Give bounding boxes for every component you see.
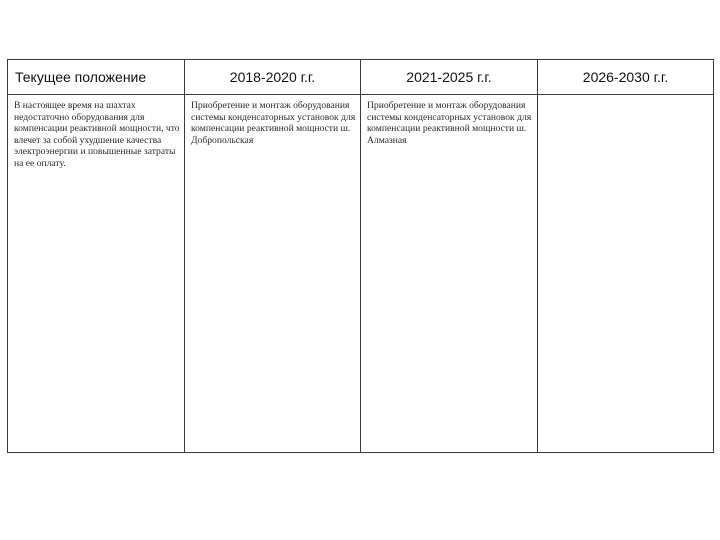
header-row <box>8 60 714 95</box>
content-row <box>8 95 714 453</box>
cell-period-2018-2020: Приобретение и монтаж оборудования системы конденсаторных установок для компенсации реактивной мощности ш. Добропольская <box>185 95 361 453</box>
header-period-2021-2025: 2021-2025 г.г. <box>361 60 538 95</box>
header-period-2018-2020: 2018-2020 г.г. <box>185 60 361 95</box>
header-period-2026-2030: 2026-2030 г.г. <box>538 60 714 95</box>
cell-period-2021-2025: Приобретение и монтаж оборудования системы конденсаторных установок для компенсации реактивной мощности ш. Алмазная <box>361 95 538 453</box>
plan-table <box>7 59 714 453</box>
cell-period-2026-2030 <box>538 95 714 453</box>
cell-current-status: В настоящее время на шахтах недостаточно оборудования для компенсации реактивной мощности, что влечет за собой ухудшение качества электроэнергии и повышенные затраты на ее оплату. <box>8 95 185 453</box>
header-current-status: Текущее положение <box>8 60 185 95</box>
